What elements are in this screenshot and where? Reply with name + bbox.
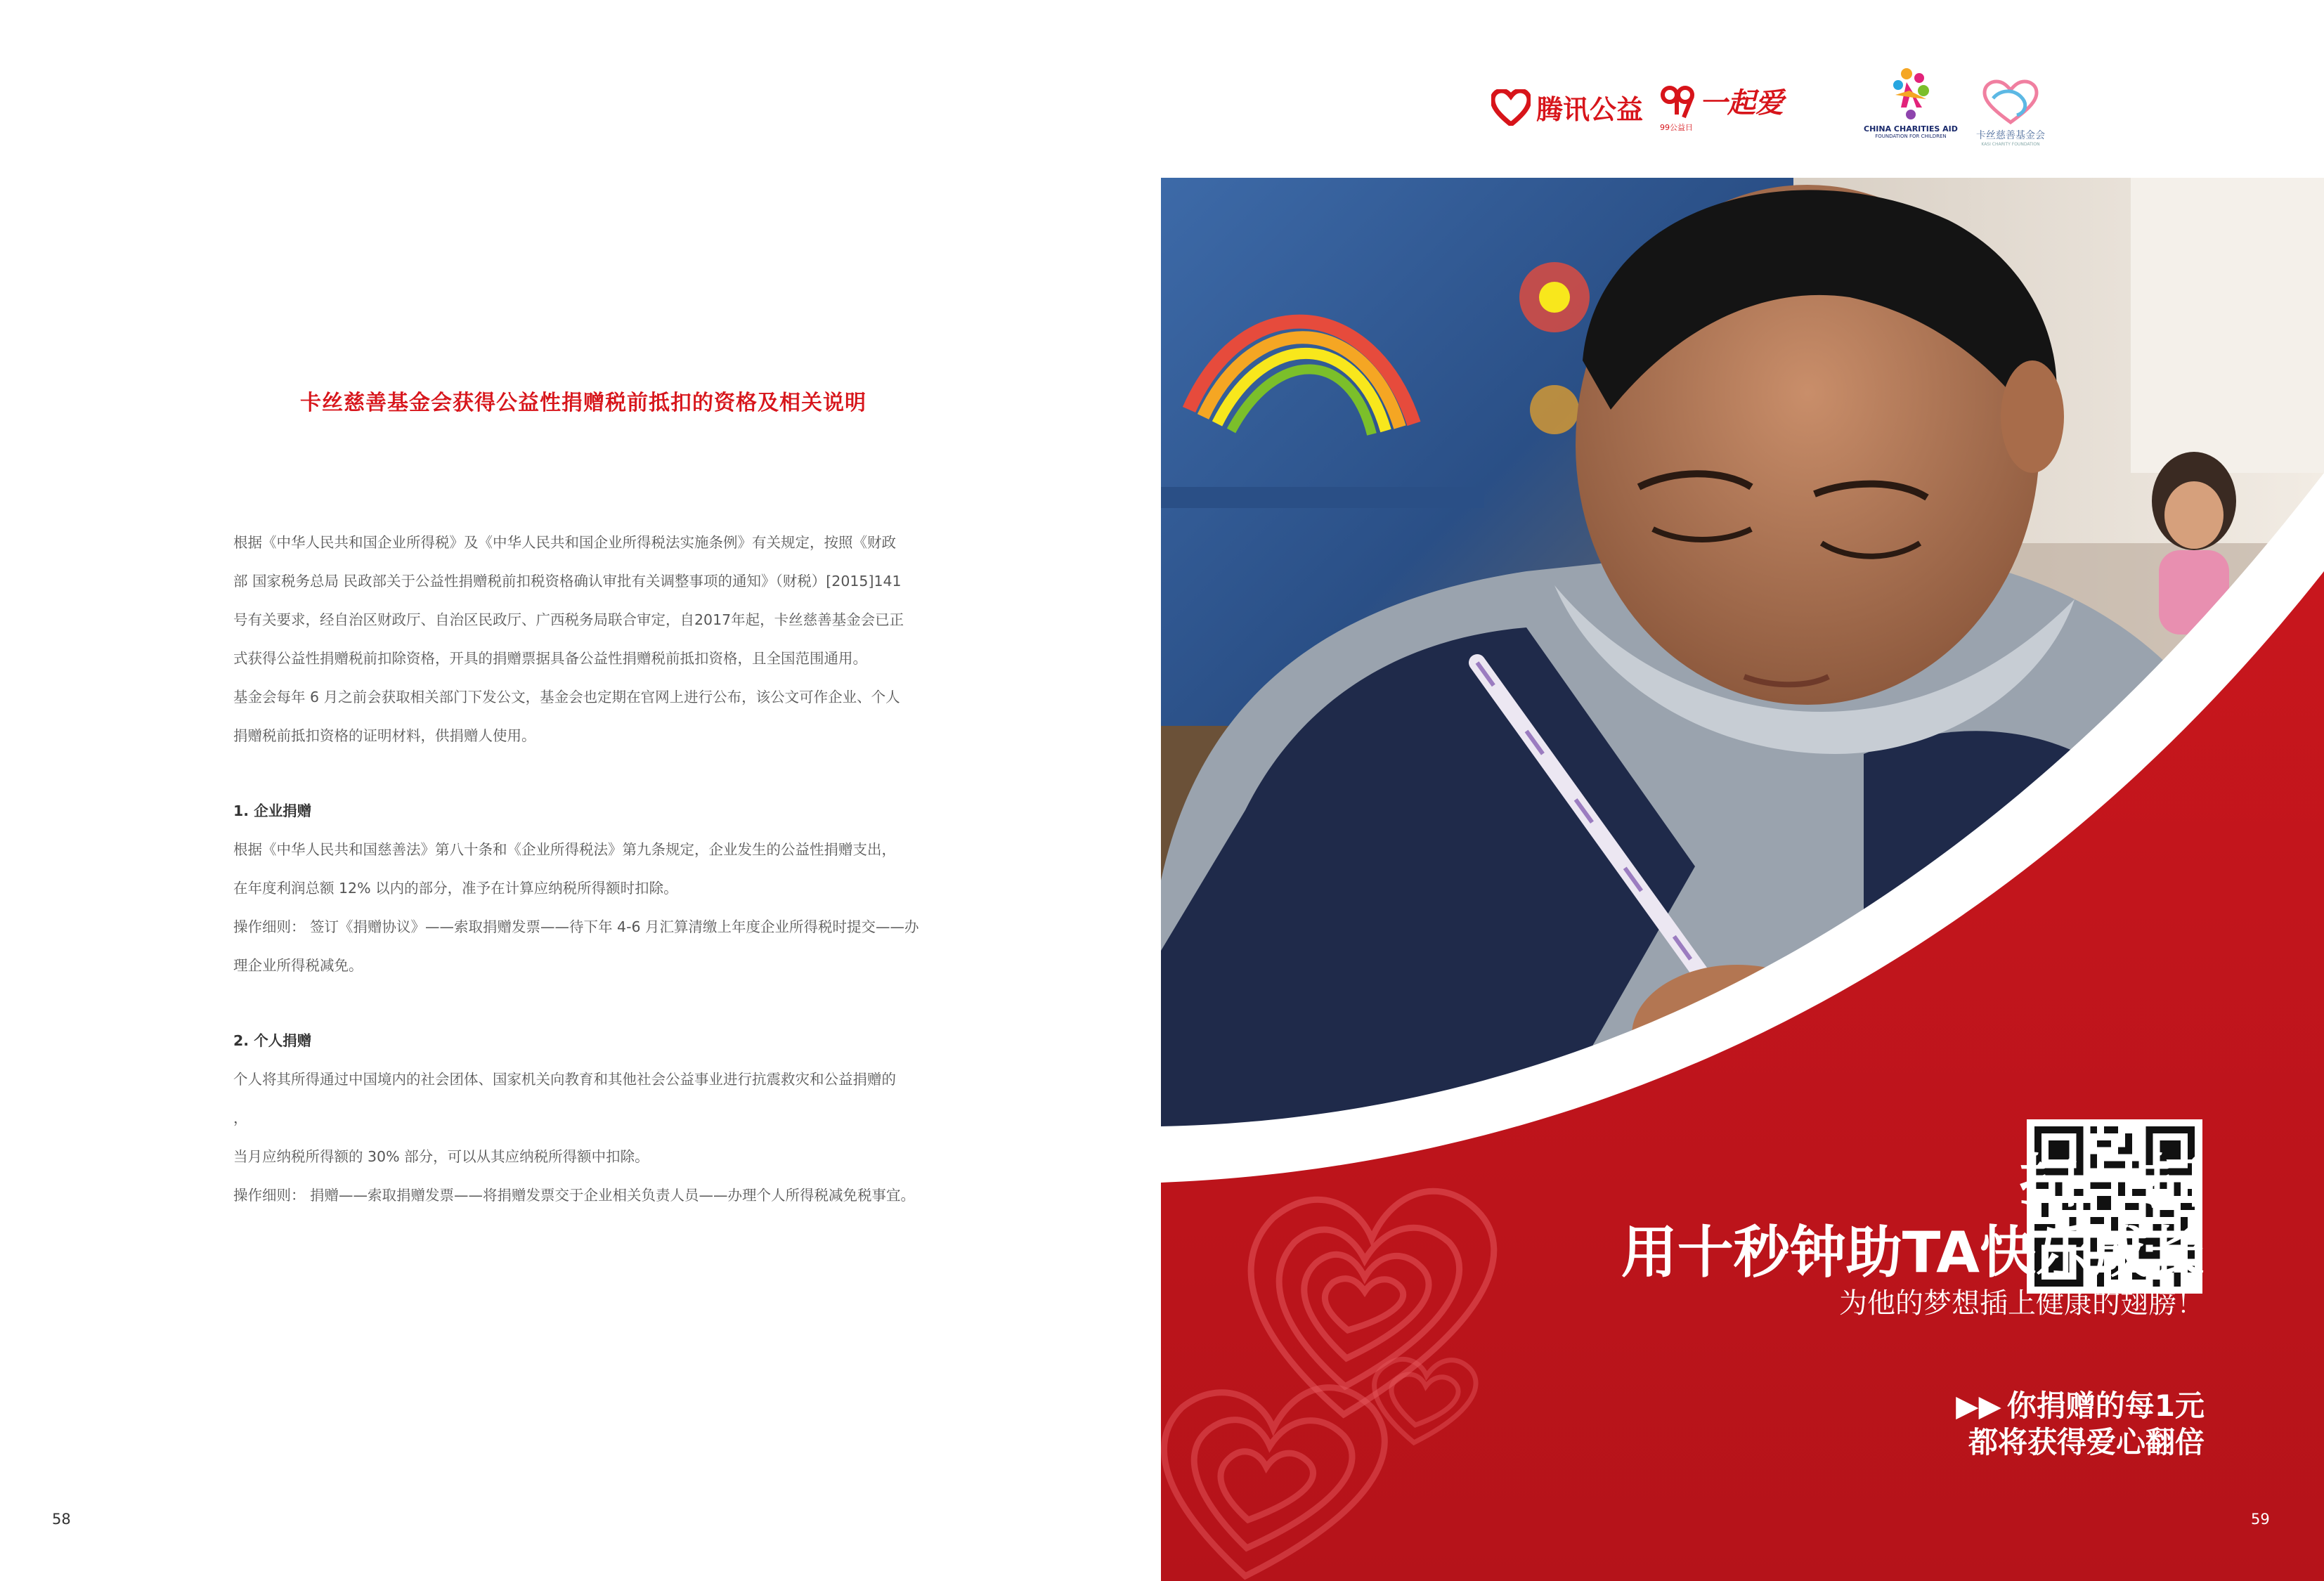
intro-line: 部 国家税务总局 民政部关于公益性捐赠税前扣税资格确认审批有关调整事项的通知》（财税）[2015]141 (233, 573, 902, 590)
section-heading-personal: 2. 个人捐赠 (233, 1032, 312, 1049)
donation-double-note: ▶▶ 你捐赠的每1元 都将获得爱心翻倍 (1956, 1388, 2205, 1459)
slogan-scan: 扫一扫 (2018, 1147, 2205, 1216)
section1-line: 理企业所得税减免。 (233, 957, 363, 974)
section2-line: 当月应纳税所得额的 30% 部分，可以从其应纳税所得额中扣除。 (233, 1148, 649, 1165)
page-number-right: 59 (2251, 1511, 2270, 1528)
99-logo-icon (1660, 82, 1695, 120)
kasi-foundation-logo: 卡丝慈善基金会 KASI CHARITY FOUNDATION (1976, 77, 2045, 147)
document-body (233, 523, 950, 1215)
intro-line: 号有关要求，经自治区财政厅、自治区民政厅、广西税务局联合审定，自2017年起，卡丝慈善基金会已正 (233, 611, 904, 628)
ribbon-heart-icon (1979, 77, 2042, 126)
section2-line: 操作细则： 捐赠——索取捐赠发票——将捐赠发票交于企业相关负责人员——办理个人所得税减免税事宜。 (233, 1187, 916, 1204)
page-number-left: 58 (52, 1511, 71, 1528)
double-play-icon: ▶▶ (1956, 1388, 2001, 1423)
heart-logo-icon (1491, 89, 1531, 126)
intro-line: 捐赠税前抵扣资格的证明材料，供捐赠人使用。 (233, 727, 536, 744)
child-writing-illustration (1161, 178, 2324, 1581)
section2-line: ， (233, 1110, 248, 1126)
left-page (0, 0, 1161, 1581)
section1-line: 在年度利润总额 12% 以内的部分，准予在计算应纳税所得额时扣除。 (233, 880, 678, 897)
99-charity-day-logo: 一起爱 99公益日 (1660, 81, 1784, 121)
tencent-charity-logo: 腾讯公益 (1491, 88, 1643, 126)
logo-bar (1491, 67, 2194, 151)
intro-line: 基金会每年 6 月之前会获取相关部门下发公文，基金会也定期在官网上进行公布，该公文可作企业、个人 (233, 689, 900, 705)
section2-line: 个人将其所得通过中国境内的社会团体、国家机关向教育和其他社会公益事业进行抗震救灾和公益捐赠的 (233, 1071, 896, 1088)
colorful-figure-icon (1885, 67, 1936, 123)
document-title: 卡丝慈善基金会获得公益性捐赠税前抵扣的资格及相关说明 (300, 391, 866, 415)
slogan-wings: 为他的梦想插上健康的翅膀！ (1839, 1287, 2205, 1320)
intro-line: 根据《中华人民共和国企业所得税》及《中华人民共和国企业所得税法实施条例》有关规定，按照《财政 (233, 534, 896, 551)
hero-photo-area (1161, 178, 2324, 1581)
section1-line: 操作细则： 签订《捐赠协议》——索取捐赠发票——待下年 4-6 月汇算清缴上年度企业所得税时提交——办 (233, 918, 919, 935)
slogan-ten-seconds: 用十秒钟助TA快乐成长 (1621, 1220, 2205, 1285)
intro-line: 式获得公益性捐赠税前扣除资格，开具的捐赠票据具备公益性捐赠税前抵扣资格，且全国范围通用。 (233, 650, 867, 667)
section1-line: 根据《中华人民共和国慈善法》第八十条和《企业所得税法》第九条规定，企业发生的公益性捐赠支出， (233, 841, 896, 858)
section-heading-corporate: 1. 企业捐赠 (233, 802, 312, 819)
right-page (1161, 0, 2324, 1581)
china-charities-aid-logo: CHINA CHARITIES AID FOUNDATION FOR CHILDREN (1864, 67, 1958, 139)
